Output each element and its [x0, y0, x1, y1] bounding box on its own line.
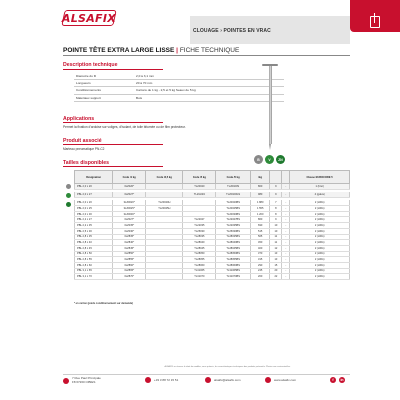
table-cell: TL28040BS — [216, 240, 251, 246]
table-cell: 690 — [251, 223, 270, 229]
breadcrumb: CLOUAGE › POINTES EN VRAC — [193, 28, 271, 34]
col-per-kg: /kg — [251, 171, 270, 184]
logo-text: ALSAFIX — [61, 11, 117, 25]
table-cell: TL28045 — [183, 245, 216, 251]
table-cell: - — [282, 217, 290, 223]
table-cell: 9 — [270, 184, 282, 190]
category-tab — [350, 0, 400, 32]
col-icon-a — [270, 171, 282, 184]
location-icon — [63, 378, 69, 384]
table-cell: 2 (HDG) — [290, 217, 350, 223]
table-cell: PBL 2,0 x 27 — [75, 192, 113, 197]
table-cell: 8 — [270, 211, 282, 217]
col-code-2-5kg: Code /2,5 kg — [146, 171, 183, 184]
table-cell: - — [282, 211, 290, 217]
table-cell: PBL 2,0 x 25 — [75, 206, 113, 212]
product-heading: Produit associé — [63, 138, 102, 144]
footer-email[interactable] — [205, 377, 241, 383]
sizes-rule — [63, 166, 163, 167]
table-cell: TL22027BS — [216, 217, 251, 223]
email-icon — [205, 377, 211, 383]
table-cell: PBL 3,1 x 70 — [75, 274, 113, 280]
col-code-5kg-b: Code /5 kg — [216, 171, 251, 184]
table-cell: 2 (HDG) — [290, 228, 350, 234]
table-cell: TL28050BS — [216, 251, 251, 257]
sizes-header-row — [75, 171, 350, 184]
table-cell: PBL 2,5 x 30 — [75, 228, 113, 234]
table-cell: PBL 2,2 x 35 — [75, 223, 113, 229]
description-row: Longueurs 20 à 70 mm — [74, 80, 284, 87]
table-cell: TL28055 — [183, 257, 216, 263]
email-address[interactable]: alsafix@alsafix.com — [214, 378, 241, 382]
table-cell: - — [282, 184, 290, 190]
sizes-heading: Tailles disponibles — [63, 160, 110, 166]
table-cell: TL28060BS — [216, 262, 251, 268]
table-cell: TL31070 — [183, 274, 216, 280]
table-cell: 11 — [270, 240, 282, 246]
description-rule — [63, 69, 163, 70]
legal-notice: ALSAFIX se réserve le droit de modifier, sans préavis, les caractéristiques techniques des produits présentés. Photos non contractuelles. — [164, 366, 291, 368]
nail-tip-icon — [269, 144, 271, 150]
finish-badge-icon: B — [254, 155, 263, 164]
table-cell: 3LZ870* — [113, 274, 146, 280]
globe-icon — [265, 377, 271, 383]
table-cell: 980 — [251, 192, 270, 197]
table-cell: TL28035BS — [216, 234, 251, 240]
table-cell: 10 — [270, 223, 282, 229]
table-cell: 7 — [270, 200, 282, 205]
title-divider — [63, 55, 350, 56]
table-cell: - — [282, 234, 290, 240]
table-cell: 3LZ020* — [113, 184, 146, 190]
table-cell: TL31065 — [183, 268, 216, 274]
table-cell: 3LZ855* — [113, 257, 146, 263]
table-cell: TL20020S — [216, 184, 251, 190]
website-link[interactable]: www.alsafix.com — [274, 378, 297, 382]
table-cell: - — [282, 223, 290, 229]
col-code-1kg: Code /1 kg — [113, 171, 146, 184]
description-row: Diamètre du fil 2,0 à 3,1 mm — [74, 73, 284, 80]
table-cell: 1 (brut) — [290, 184, 350, 190]
table-cell: TL28050 — [183, 251, 216, 257]
table-cell: 2 (HDG) — [290, 211, 350, 217]
table-cell: 13 — [270, 257, 282, 263]
footer-address — [63, 377, 101, 384]
table-cell: - — [282, 262, 290, 268]
table-cell: - — [282, 251, 290, 257]
table-cell: PBL 2,8 x 40 — [75, 240, 113, 246]
table-cell: - — [282, 200, 290, 205]
footer-divider — [63, 374, 350, 375]
table-cell: - — [282, 257, 290, 263]
product-rule — [63, 144, 163, 145]
table-cell: 370 — [251, 251, 270, 257]
table-cell: PBL 2,8 x 35 — [75, 234, 113, 240]
table-cell: 3LZ0025* — [113, 206, 146, 212]
table-cell: - — [282, 228, 290, 234]
table-cell: PBL 2,0 x 20 — [75, 200, 113, 205]
table-cell: 2 (HDG) — [290, 234, 350, 240]
table-cell: 3LZ027* — [113, 192, 146, 197]
table-cell: - — [282, 268, 290, 274]
facebook-icon[interactable]: f — [330, 377, 336, 383]
table-cell: 20 — [270, 268, 282, 274]
table-cell: TL20020H — [146, 200, 183, 205]
table-cell: PBL 2,0 x 20 — [75, 184, 113, 190]
table-cell: 2 (HDG) — [290, 274, 350, 280]
table-cell: 450 — [251, 240, 270, 246]
description-heading: Description technique — [63, 62, 118, 68]
address-line2: F8 67260 CIBIES — [72, 379, 96, 384]
table-cell: 3LZ835* — [113, 234, 146, 240]
table-row — [75, 274, 350, 280]
table-cell: 1 880 — [251, 200, 270, 205]
table-cell: 400 — [251, 245, 270, 251]
col-designation: Désignation — [75, 171, 113, 184]
table-cell: TL22027 — [183, 217, 216, 223]
title-separator: | — [176, 47, 178, 54]
finish-badges — [254, 155, 285, 164]
phone-icon — [145, 377, 151, 383]
table-cell: 315 — [251, 257, 270, 263]
table-cell: 9 — [270, 217, 282, 223]
table-cell: 860 — [251, 217, 270, 223]
phone-number[interactable]: +33 3 88 72 15 51 — [154, 378, 179, 382]
table-cell: 2 (HDG) — [290, 257, 350, 263]
description-row: Conditionnements Cartons de 1 kg - 2,5 et 5 kg Seaux de 5 kg — [74, 87, 284, 94]
nail-icon — [370, 16, 380, 28]
page-title — [63, 47, 239, 54]
table-cell: TL31070BS — [216, 274, 251, 280]
table-cell: 3LZ0030* — [113, 211, 146, 217]
table-cell: 2 (HDG) — [290, 240, 350, 246]
table-cell: 800 — [251, 184, 270, 190]
table-cell: 15 — [270, 262, 282, 268]
table-cell: TL28040 — [183, 240, 216, 246]
footer-phone[interactable] — [145, 377, 178, 383]
table-cell: TL20020 — [183, 184, 216, 190]
table-cell: PBL 2,0 x 30 — [75, 211, 113, 217]
table-cell: 2 (HDG) — [290, 262, 350, 268]
table-cell: 13 — [270, 251, 282, 257]
nail-shank-icon — [269, 66, 272, 144]
title-subtitle: FICHE TECHNIQUE — [179, 47, 240, 54]
table-cell: 4 (galva) — [290, 192, 350, 197]
footer-website[interactable] — [265, 377, 296, 383]
table-cell: TL20030BS — [216, 211, 251, 217]
col-icon-b — [282, 171, 290, 184]
table-cell: 11 — [270, 234, 282, 240]
applications-heading: Applications — [63, 116, 95, 122]
table-cell: 2 (HDG) — [290, 200, 350, 205]
product-text: Marteau pneumatique PN-C2 — [63, 147, 105, 151]
col-code-5kg: Code /5 kg — [183, 171, 216, 184]
table-cell: - — [282, 206, 290, 212]
table-cell: 245 — [251, 268, 270, 274]
table-cell: - — [282, 245, 290, 251]
table-cell: 10 — [270, 228, 282, 234]
title-text: POINTE TÊTE EXTRA LARGE LISSE — [63, 47, 175, 54]
description-table — [74, 73, 284, 102]
table-cell: TL22035 — [183, 223, 216, 229]
table-cell: TL22035BS — [216, 223, 251, 229]
galva-marker-icon — [66, 193, 71, 198]
table-cell: 9 — [270, 192, 282, 197]
applications-rule — [63, 122, 163, 123]
table-cell: 2 (HDG) — [290, 251, 350, 257]
table-cell: TL25030BS — [216, 228, 251, 234]
sizes-footnote: * en carton (poids conditionnement sur demande) — [74, 302, 134, 305]
table-cell: 2 (HDG) — [290, 268, 350, 274]
table-cell: 290 — [251, 262, 270, 268]
table-cell: 2 (HDG) — [290, 223, 350, 229]
table-cell: TL28055BS — [216, 257, 251, 263]
table-cell: 3LZ860* — [113, 262, 146, 268]
table-cell: PBL 2,8 x 60 — [75, 262, 113, 268]
finish-badge-icon: ZN — [276, 155, 285, 164]
table-cell: - — [282, 192, 290, 197]
table-cell: 2 (HDG) — [290, 245, 350, 251]
finish-badge-icon: V — [265, 155, 274, 164]
table-cell: TL25030 — [183, 228, 216, 234]
table-cell: 515 — [251, 228, 270, 234]
hdg-marker-icon — [66, 202, 71, 207]
table-cell: 200 — [251, 274, 270, 280]
table-cell: 1 200 — [251, 211, 270, 217]
table-cell: TL20020BS — [216, 200, 251, 205]
table-cell: TL20020GS — [216, 192, 251, 197]
table-cell: - — [282, 274, 290, 280]
brand-logo — [61, 10, 116, 26]
table-cell: TL2G0Z4 — [183, 192, 216, 197]
table-cell: TL20025BS — [216, 206, 251, 212]
col-eurocode: Classe EUROCODE 5 — [290, 171, 350, 184]
linkedin-icon[interactable]: in — [340, 378, 344, 382]
applications-text: Permet la fixation d'ardoise sur voliges, d'isolant, de toile bitumée ou de film protecteur. — [63, 125, 186, 129]
table-cell: 3LZ840* — [113, 240, 146, 246]
table-cell: 3LZ0020* — [113, 200, 146, 205]
table-cell: PBL 2,8 x 45 — [75, 245, 113, 251]
table-cell: PBL 2,8 x 55 — [75, 257, 113, 263]
table-cell: 3LZ035* — [113, 223, 146, 229]
table-cell: TL28045BS — [216, 245, 251, 251]
table-cell: PBL 2,2 x 27 — [75, 217, 113, 223]
table-cell: 1 555 — [251, 206, 270, 212]
sizes-table — [74, 170, 350, 280]
table-cell: 2 (HDG) — [290, 206, 350, 212]
table-cell: TL20025H — [146, 206, 183, 212]
table-cell: TL28060 — [183, 262, 216, 268]
footer-social — [330, 377, 345, 383]
table-cell: 3LZ850* — [113, 251, 146, 257]
table-cell: 3LZ027* — [113, 217, 146, 223]
table-cell: TL28035 — [183, 234, 216, 240]
table-cell: PBL 2,8 x 50 — [75, 251, 113, 257]
address-line1: 7 Rue Paul Principale — [72, 376, 101, 380]
table-cell: 12 — [270, 245, 282, 251]
table-cell — [146, 274, 183, 280]
table-cell: 8 — [270, 206, 282, 212]
table-cell: PBL 3,1 x 65 — [75, 268, 113, 274]
table-cell: 3LZ030* — [113, 228, 146, 234]
table-cell: TL31065BS — [216, 268, 251, 274]
table-cell: - — [282, 240, 290, 246]
table-cell: 565 — [251, 234, 270, 240]
table-cell: 22 — [270, 274, 282, 280]
brut-marker-icon — [66, 184, 71, 189]
table-cell: 3LZ845* — [113, 245, 146, 251]
table-cell: 3LZ865* — [113, 268, 146, 274]
description-row: Matériaux support Bois — [74, 94, 284, 101]
